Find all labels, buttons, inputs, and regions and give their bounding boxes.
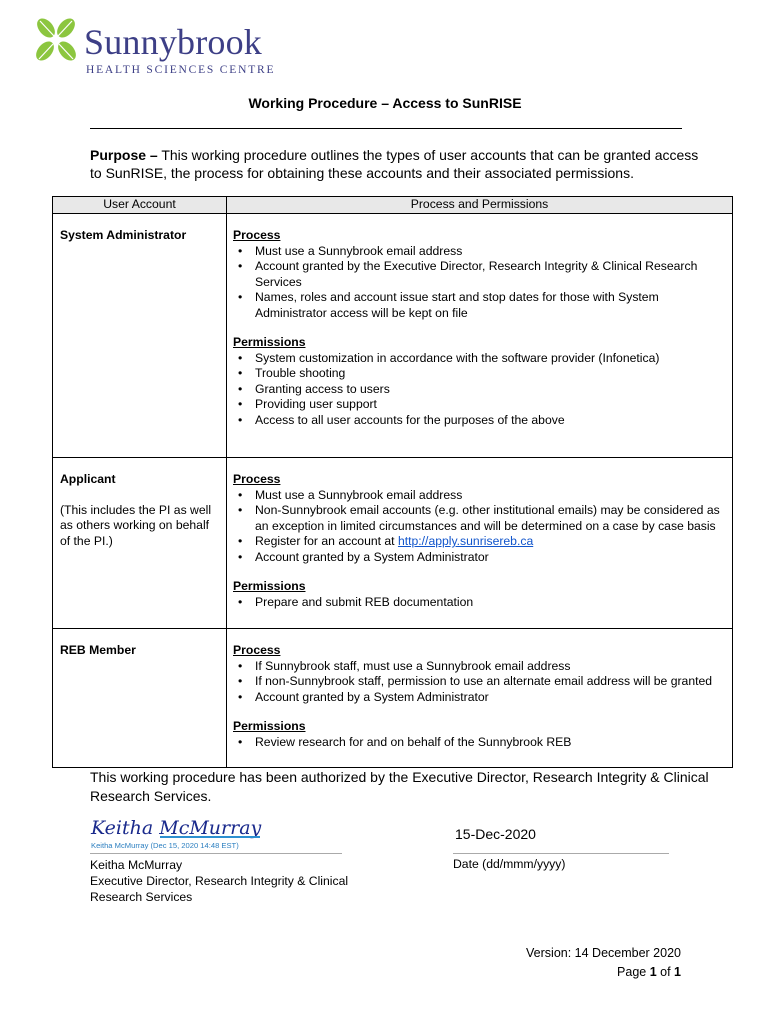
signature-underline <box>160 836 260 838</box>
leaf-logo-icon <box>32 16 80 64</box>
list-item: • Account granted by a System Administrator <box>255 550 726 566</box>
date-label: Date (dd/mmm/yyyy) <box>453 857 566 871</box>
permissions-list <box>233 351 726 429</box>
sunnybrook-logo <box>32 14 292 80</box>
signature-meta: Keitha McMurray (Dec 15, 2020 14:48 EST) <box>91 841 239 850</box>
list-item: • Account granted by a System Administrator <box>255 690 726 706</box>
list-item: • Granting access to users <box>255 382 726 398</box>
signature-line <box>90 853 342 854</box>
register-text: Register for an account at <box>255 534 398 548</box>
list-item: • If non-Sunnybrook staff, permission to use an alternate email address will be granted <box>255 674 726 690</box>
page-number <box>526 963 681 982</box>
role-name: REB Member <box>60 643 136 657</box>
date-line <box>453 853 669 854</box>
authorization-statement: This working procedure has been authorized by the Executive Director, Research Integrity & Clinical Research Services. <box>90 769 709 804</box>
permissions-heading: Permissions <box>233 579 306 593</box>
list-item: • Prepare and submit REB documentation <box>255 595 726 611</box>
list-item: • Trouble shooting <box>255 366 726 382</box>
logo-tagline: HEALTH SCIENCES CENTRE <box>86 64 276 76</box>
sunrise-apply-link[interactable]: http://apply.sunrisereb.ca <box>397 534 534 548</box>
page-prefix: Page <box>617 965 650 979</box>
table-header-row <box>53 197 733 214</box>
process-cell <box>227 458 733 629</box>
permissions-list <box>233 595 726 611</box>
permissions-heading: Permissions <box>233 335 306 349</box>
role-name: System Administrator <box>60 228 187 242</box>
list-item: • Providing user support <box>255 397 726 413</box>
signer-block <box>90 857 350 905</box>
list-item <box>255 534 726 550</box>
list-item: • Review research for and on behalf of the Sunnybrook REB <box>255 735 726 751</box>
process-list <box>233 659 726 706</box>
process-list <box>233 244 726 322</box>
page-total: 1 <box>674 965 681 979</box>
logo-brand: Sunnybrook <box>84 22 263 62</box>
document-title: Working Procedure – Access to SunRISE <box>248 95 522 111</box>
process-heading: Process <box>233 228 281 242</box>
title-divider <box>90 128 682 129</box>
page-current: 1 <box>649 965 657 979</box>
list-item: • If Sunnybrook staff, must use a Sunnybrook email address <box>255 659 726 675</box>
permissions-list <box>233 735 726 751</box>
signature-script: Keitha McMurray <box>91 817 262 839</box>
list-item: • Must use a Sunnybrook email address <box>255 488 726 504</box>
user-account-table <box>52 196 733 768</box>
signature-date: 15-Dec-2020 <box>455 826 536 842</box>
purpose-paragraph <box>90 146 700 182</box>
process-cell <box>227 629 733 768</box>
table-row <box>53 214 733 458</box>
table-row <box>53 458 733 629</box>
role-cell <box>53 458 227 629</box>
footer <box>526 944 681 982</box>
purpose-label: Purpose – <box>90 147 158 163</box>
signer-name: Keitha McMurray <box>90 858 183 872</box>
list-item: • Non-Sunnybrook email accounts (e.g. other institutional emails) may be considered as an exception in limited circumstances and will be determined on a case by case basis <box>255 503 726 534</box>
header-user-account: User Account <box>53 197 227 214</box>
list-item: • System customization in accordance with the software provider (Infonetica) <box>255 351 726 367</box>
list-item: • Names, roles and account issue start and stop dates for those with System Administrator access will be kept on file <box>255 290 726 321</box>
purpose-text: This working procedure outlines the types of user accounts that can be granted access to SunRISE, the process for obtaining these accounts and their associated permissions. <box>90 147 699 181</box>
version-text: Version: 14 December 2020 <box>526 946 681 960</box>
role-cell <box>53 629 227 768</box>
list-item: • Access to all user accounts for the purposes of the above <box>255 413 726 429</box>
process-list <box>233 488 726 566</box>
list-item: • Account granted by the Executive Director, Research Integrity & Clinical Research Services <box>255 259 726 290</box>
role-cell <box>53 214 227 458</box>
page-mid: of <box>656 965 675 979</box>
list-item: • Must use a Sunnybrook email address <box>255 244 726 260</box>
role-name: Applicant <box>60 472 116 486</box>
process-heading: Process <box>233 472 281 486</box>
table-row <box>53 629 733 768</box>
process-cell <box>227 214 733 458</box>
permissions-heading: Permissions <box>233 719 306 733</box>
signer-title: Executive Director, Research Integrity & Clinical Research Services <box>90 874 349 904</box>
header-process-permissions: Process and Permissions <box>227 197 733 214</box>
process-heading: Process <box>233 643 281 657</box>
role-note: (This includes the PI as well as others working on behalf of the PI.) <box>60 502 212 548</box>
